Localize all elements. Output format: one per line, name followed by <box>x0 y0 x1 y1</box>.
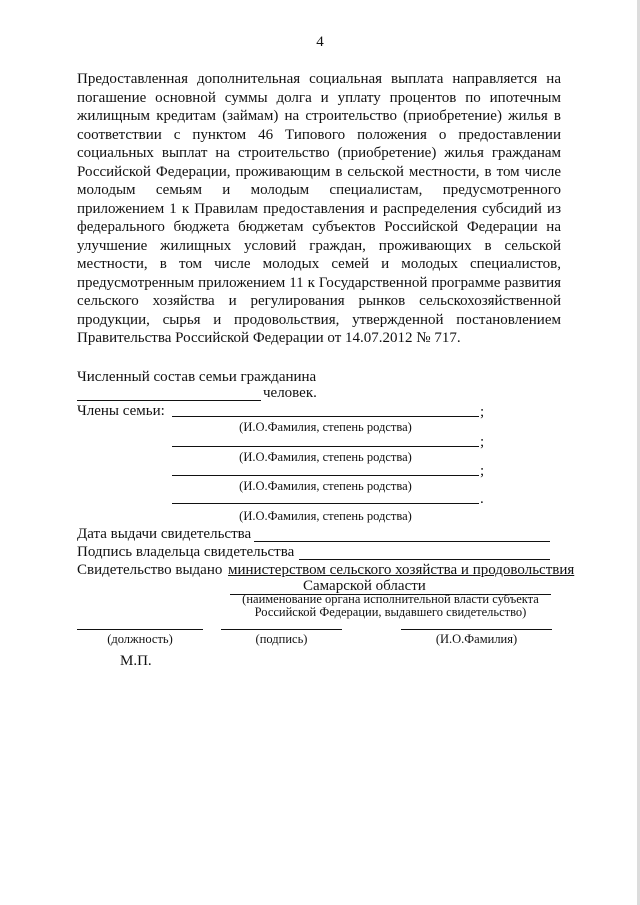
owner-signature-label: Подпись владельца свидетельства <box>77 544 295 560</box>
member-caption-2: (И.О.Фамилия, степень родства) <box>239 450 412 464</box>
issue-date-blank[interactable] <box>254 541 550 542</box>
family-size-label: Численный состав семьи гражданина <box>77 369 317 385</box>
signature-caption: (подпись) <box>255 632 308 646</box>
name-blank[interactable] <box>401 629 552 630</box>
stamp-place: М.П. <box>120 653 152 669</box>
family-members-label: Члены семьи: <box>77 403 165 419</box>
member-line-3[interactable] <box>172 475 479 476</box>
member-caption-1: (И.О.Фамилия, степень родства) <box>239 420 412 434</box>
member-line-2-end: ; <box>480 434 485 450</box>
member-caption-3: (И.О.Фамилия, степень родства) <box>239 479 412 493</box>
position-blank[interactable] <box>77 629 203 630</box>
member-line-2[interactable] <box>172 446 479 447</box>
position-caption: (должность) <box>107 632 173 646</box>
issued-by-label: Свидетельство выдано <box>77 562 223 578</box>
signature-blank[interactable] <box>221 629 342 630</box>
issuing-authority-value: министерством сельского хозяйства и продовольствия <box>228 562 575 578</box>
member-line-4-end: . <box>480 491 484 507</box>
body-paragraph: Предоставленная дополнительная социальная выплата направляется на погашение основной суммы долга и уплату процентов по ипотечным жилищным кредитам (займам) на строительство (приобретение) жилья в соответствии с пунктом 46 Типового положения о предоставлении социальных выплат на строительство (приобретение) жилья гражданам Российской Федерации, проживающим в сельской местности, в том числе молодым семьям и молодым специалистам, предусмотренного приложением 1 к Правилам предоставления и распределения субсидий из федерального бюджета бюджетам субъектов Российской Федерации на улучшение жилищных условий граждан, проживающих в сельской местности, в том числе молодых семей и молодых специалистов, предусмотренным приложением 11 к Государственной программе развития сельского хозяйства и регулирования рынков сельскохозяйственной продукции, сырья и продовольствия, утвержденной постановлением Правительства Российской Федерации от 14.07.2012 № 717. <box>77 71 561 346</box>
owner-signature-blank[interactable] <box>299 559 550 560</box>
issuing-authority-caption-line-2: Российской Федерации, выдавшего свидетельство) <box>254 605 527 619</box>
family-size-blank[interactable] <box>77 400 261 401</box>
name-caption: (И.О.Фамилия) <box>435 632 518 646</box>
issue-date-label: Дата выдачи свидетельства <box>77 526 252 542</box>
member-line-3-end: ; <box>480 463 485 479</box>
member-line-1-end: ; <box>480 404 485 420</box>
member-line-4[interactable] <box>172 503 479 504</box>
issuing-authority-caption-line-1: (наименование органа исполнительной власти субъекта <box>242 592 539 606</box>
issuing-authority-region: Самарской области <box>303 578 426 594</box>
page-number: 4 <box>316 34 324 50</box>
family-size-unit: человек. <box>263 385 317 401</box>
member-caption-4: (И.О.Фамилия, степень родства) <box>239 509 412 523</box>
issuing-authority-caption <box>230 593 551 619</box>
member-line-1[interactable] <box>172 416 479 417</box>
